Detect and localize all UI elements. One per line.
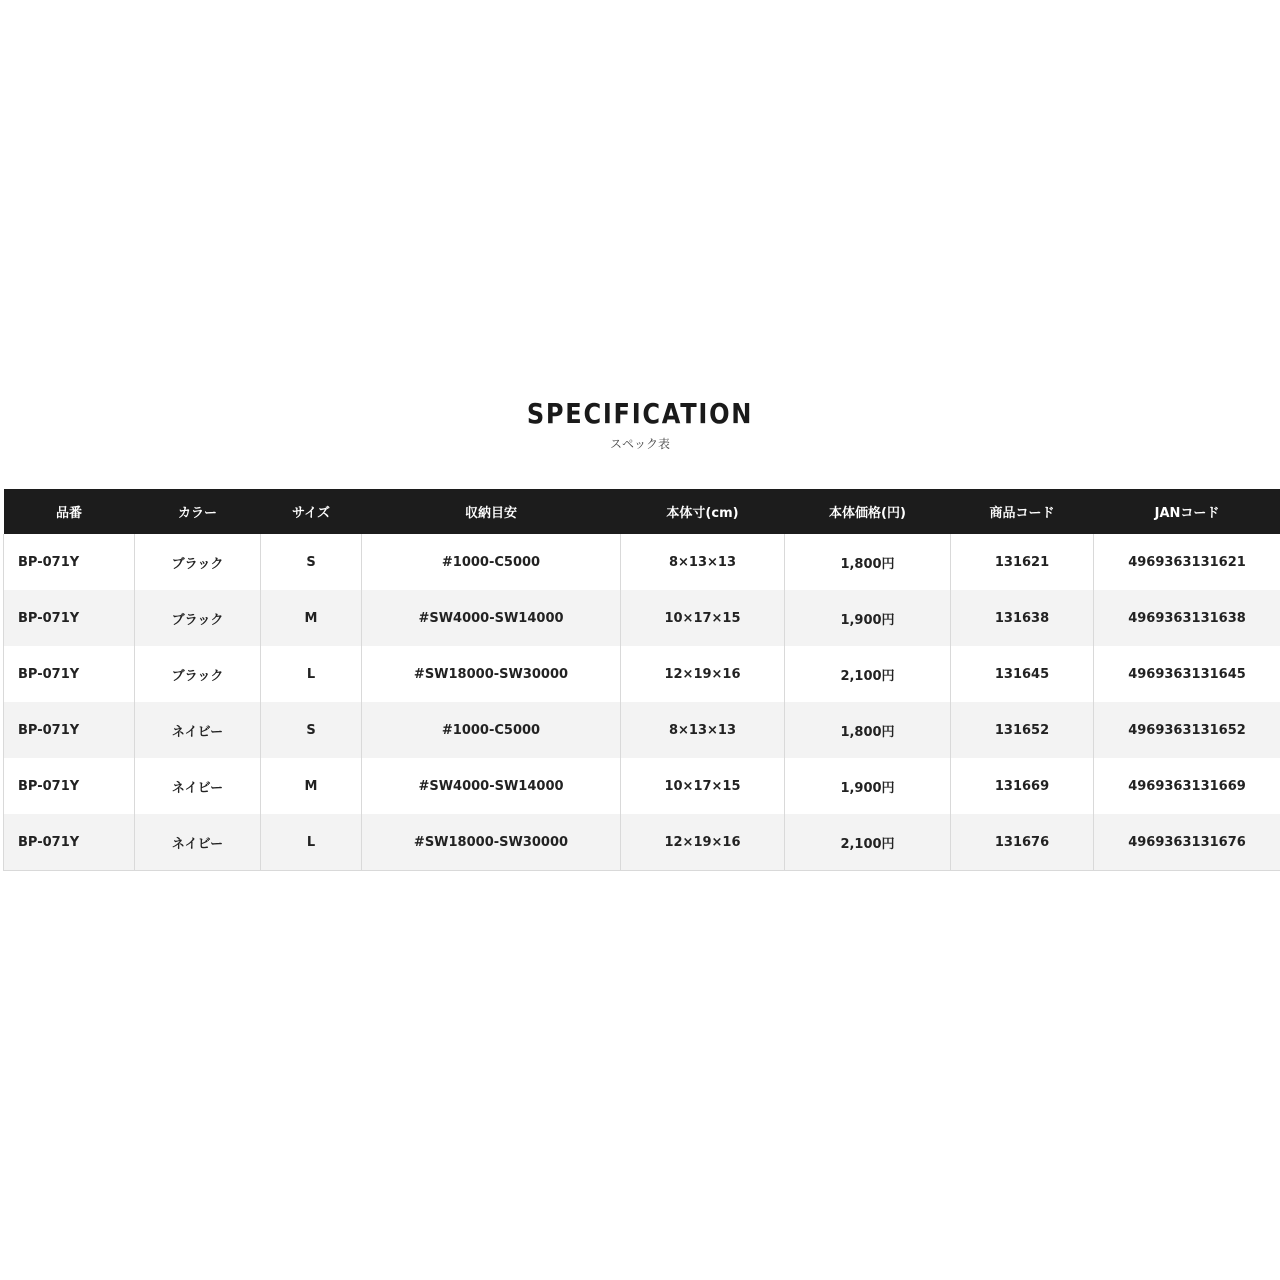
table-row [4, 702, 1280, 758]
cell-storage-guide: #SW4000-SW14000 [362, 758, 621, 814]
cell-size: M [261, 758, 362, 814]
header-jan-code: JANコード [1094, 489, 1280, 534]
cell-product-code: 131669 [951, 758, 1094, 814]
header-product-code: 商品コード [951, 489, 1094, 534]
cell-storage-guide: #1000-C5000 [362, 534, 621, 590]
cell-part-number: BP-071Y [4, 814, 135, 871]
cell-product-code: 131652 [951, 702, 1094, 758]
cell-storage-guide: #SW4000-SW14000 [362, 590, 621, 646]
table-row [4, 646, 1280, 702]
cell-size: L [261, 814, 362, 871]
table-row [4, 814, 1280, 871]
cell-size: L [261, 646, 362, 702]
spec-table [3, 489, 1280, 871]
cell-storage-guide: #SW18000-SW30000 [362, 814, 621, 871]
cell-part-number: BP-071Y [4, 534, 135, 590]
cell-price: 1,900円 [785, 758, 951, 814]
cell-jan-code: 4969363131621 [1094, 534, 1280, 590]
cell-jan-code: 4969363131645 [1094, 646, 1280, 702]
cell-color: ネイビー [135, 758, 261, 814]
table-row [4, 758, 1280, 814]
cell-price: 1,800円 [785, 534, 951, 590]
table-row [4, 534, 1280, 590]
cell-dimensions: 8×13×13 [621, 534, 785, 590]
cell-product-code: 131638 [951, 590, 1094, 646]
header-part-number: 品番 [4, 489, 135, 534]
cell-part-number: BP-071Y [4, 646, 135, 702]
table-row [4, 590, 1280, 646]
page-subtitle: スペック表 [609, 437, 670, 451]
cell-product-code: 131621 [951, 534, 1094, 590]
cell-size: S [261, 702, 362, 758]
cell-size: M [261, 590, 362, 646]
cell-part-number: BP-071Y [4, 758, 135, 814]
header-color: カラー [135, 489, 261, 534]
cell-jan-code: 4969363131676 [1094, 814, 1280, 871]
cell-dimensions: 10×17×15 [621, 758, 785, 814]
header-storage-guide: 収納目安 [362, 489, 621, 534]
cell-jan-code: 4969363131652 [1094, 702, 1280, 758]
cell-color: ネイビー [135, 702, 261, 758]
table-header-row [4, 489, 1280, 534]
header-size: サイズ [261, 489, 362, 534]
cell-price: 1,900円 [785, 590, 951, 646]
cell-dimensions: 12×19×16 [621, 646, 785, 702]
cell-storage-guide: #SW18000-SW30000 [362, 646, 621, 702]
cell-price: 2,100円 [785, 814, 951, 871]
cell-dimensions: 8×13×13 [621, 702, 785, 758]
cell-part-number: BP-071Y [4, 702, 135, 758]
cell-size: S [261, 534, 362, 590]
header-price: 本体価格(円) [785, 489, 951, 534]
cell-jan-code: 4969363131638 [1094, 590, 1280, 646]
cell-price: 2,100円 [785, 646, 951, 702]
cell-dimensions: 10×17×15 [621, 590, 785, 646]
cell-price: 1,800円 [785, 702, 951, 758]
cell-color: ブラック [135, 534, 261, 590]
cell-color: ネイビー [135, 814, 261, 871]
cell-part-number: BP-071Y [4, 590, 135, 646]
cell-product-code: 131645 [951, 646, 1094, 702]
cell-product-code: 131676 [951, 814, 1094, 871]
page-title: SPECIFICATION [526, 397, 754, 430]
cell-color: ブラック [135, 590, 261, 646]
header-dimensions: 本体寸(cm) [621, 489, 785, 534]
spec-heading [0, 392, 1280, 452]
cell-dimensions: 12×19×16 [621, 814, 785, 871]
cell-jan-code: 4969363131669 [1094, 758, 1280, 814]
cell-color: ブラック [135, 646, 261, 702]
cell-storage-guide: #1000-C5000 [362, 702, 621, 758]
